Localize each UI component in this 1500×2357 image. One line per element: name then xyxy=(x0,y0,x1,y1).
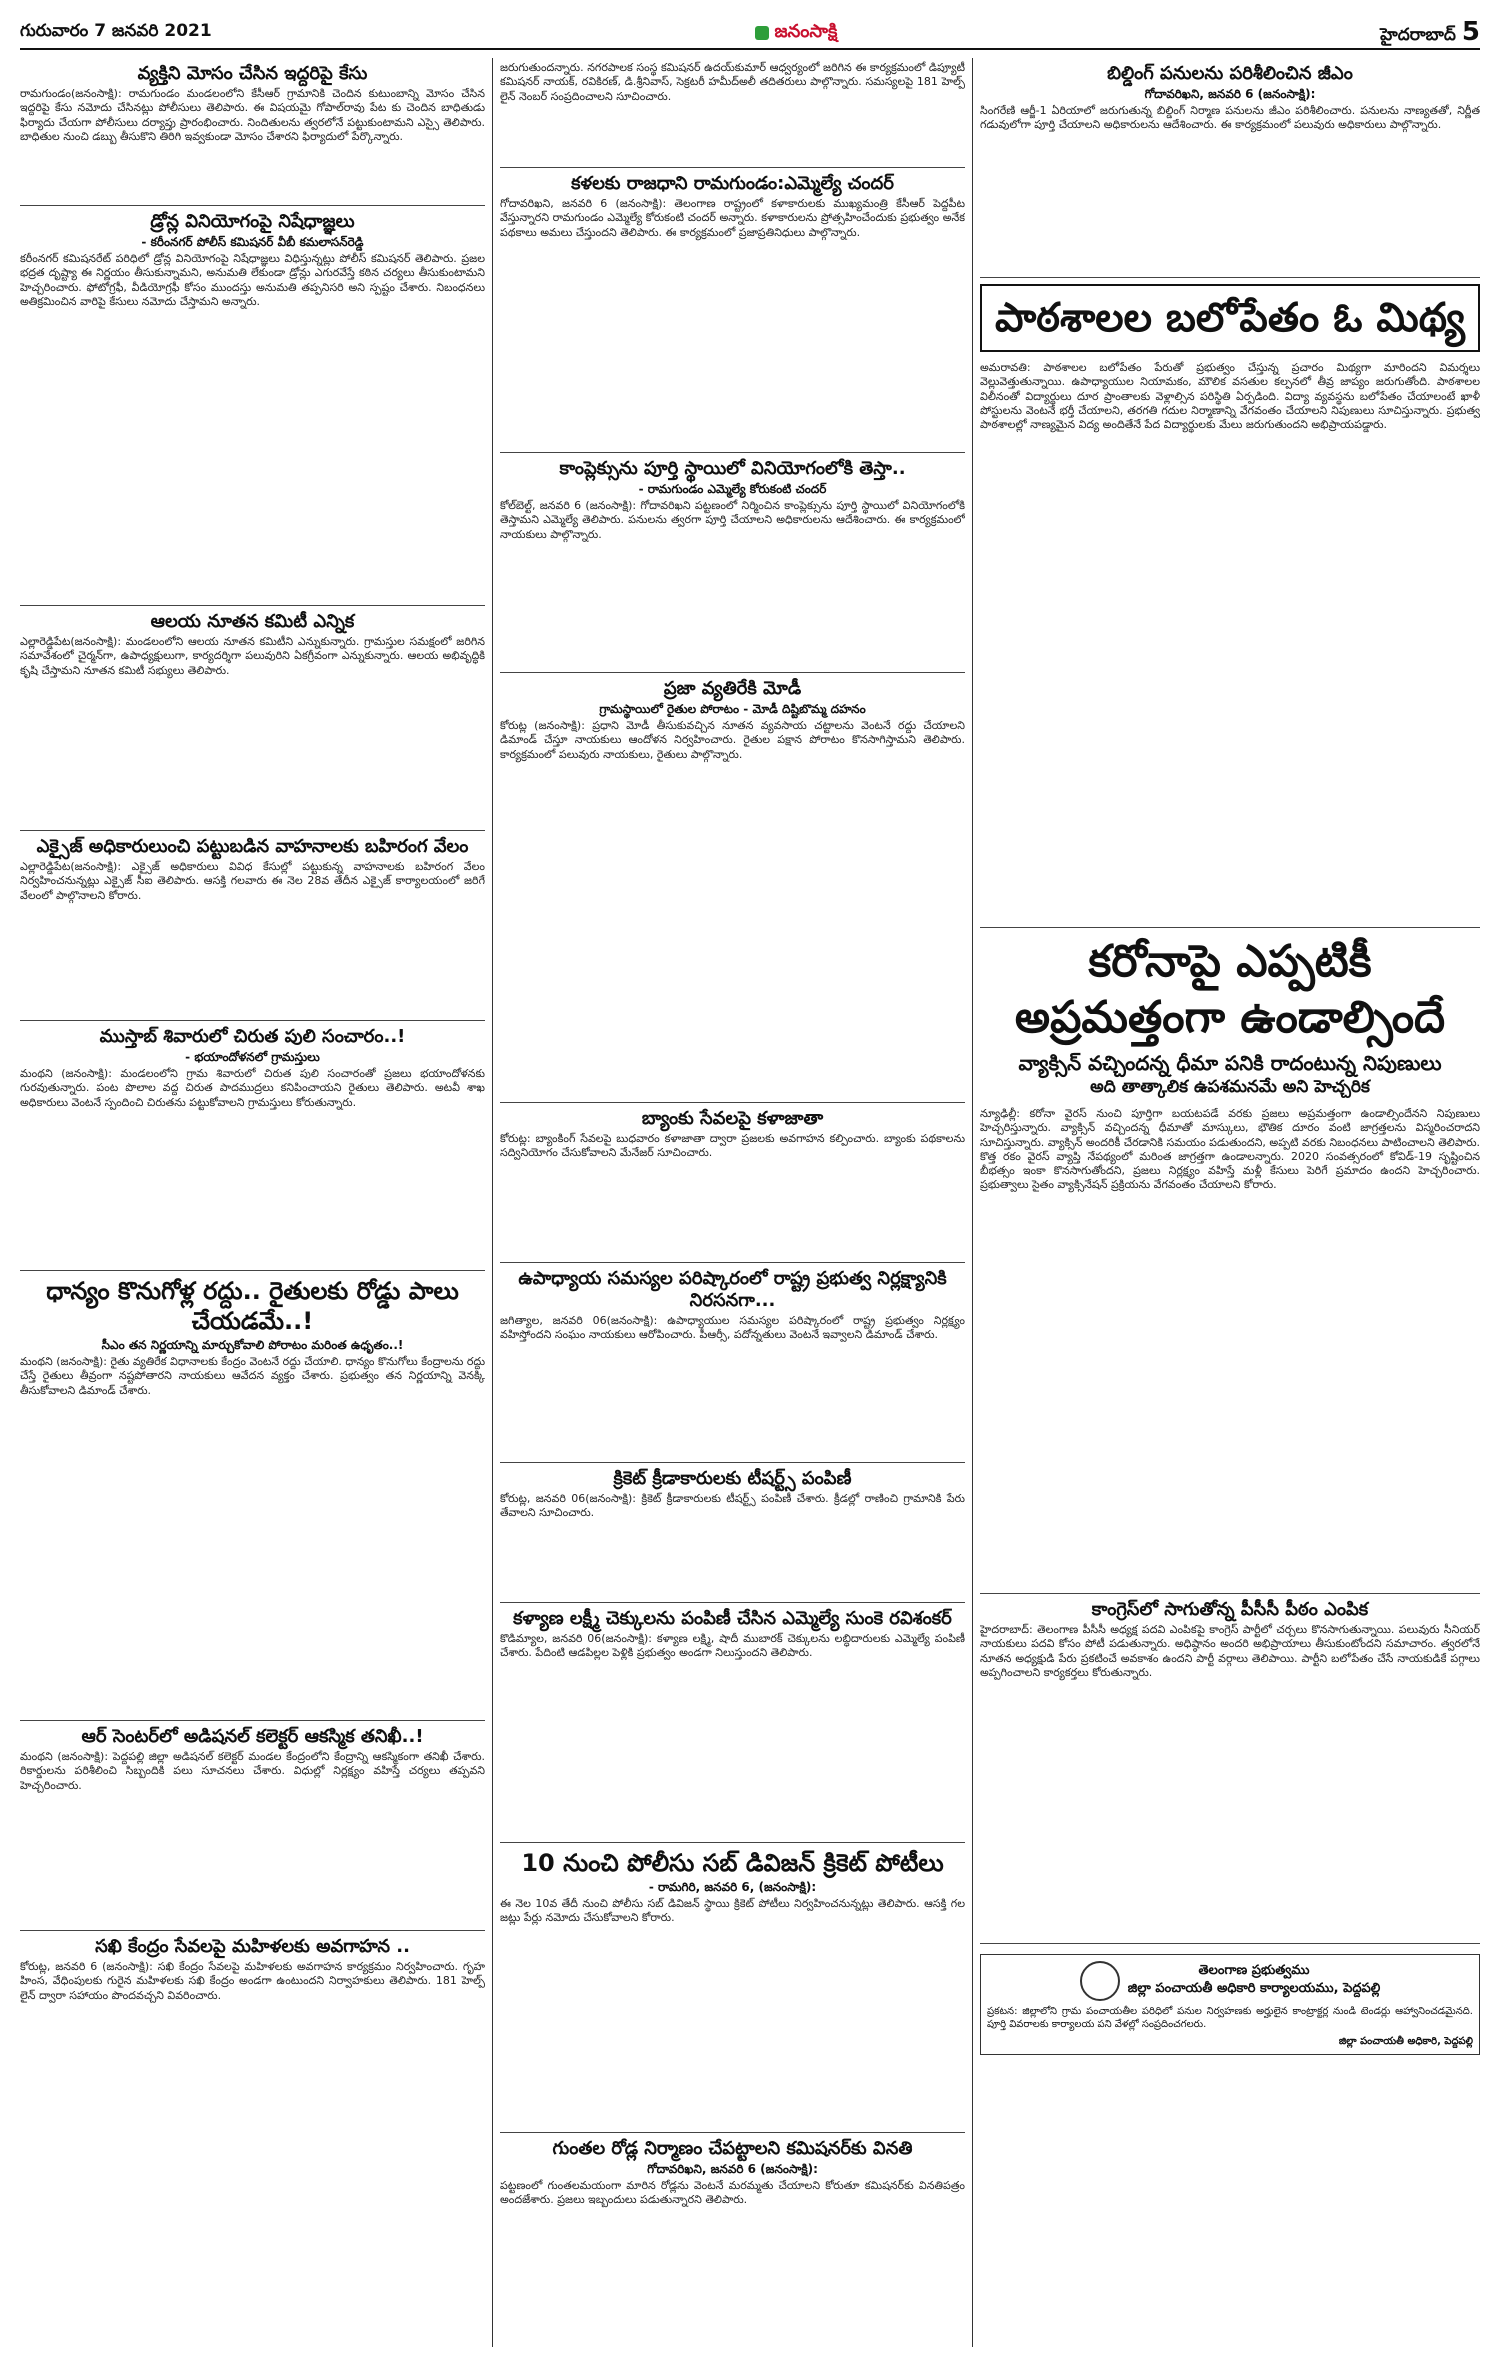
story-headline: వ్యక్తిని మోసం చేసిన ఇద్దరిపై కేసు xyxy=(137,63,368,84)
story-subheadline: సీఎం తన నిర్ణయాన్ని మార్చుకోవాలి పోరాటం మరింత ఉధృతం..! xyxy=(101,1338,404,1352)
news-story xyxy=(980,358,1480,928)
story-body: అమరావతి: పాఠశాలల బలోపేతం పేరుతో ప్రభుత్వం చేస్తున్న ప్రచారం మిథ్యగా మారిందని విమర్శలు వెల్లువెత్తుతున్నాయి. ఉపాధ్యాయుల నియామకం, మౌలిక వసతుల కల్పనలో తీవ్ర జాప్యం జరుగుతోంది. పాఠశాలల విలీనంతో విద్యార్థులు దూర ప్రాంతాలకు వెళ్లాల్సిన పరిస్థితి ఏర్పడింది. విద్యా వ్యవస్థను బలోపేతం చేయాలంటే ఖాళీ పోస్టులను వెంటనే భర్తీ చేయాలని, తరగతి గదుల నిర్మాణాన్ని వేగవంతం చేయాలని నిపుణులు సూచిస్తున్నారు. ప్రభుత్వ పాఠశాలల్లో నాణ్యమైన విద్య అందితేనే పేద విద్యార్థులకు మేలు జరుగుతుందని అభిప్రాయపడ్డారు. xyxy=(980,361,1480,432)
ad-title xyxy=(987,1961,1473,2001)
ad-org: తెలంగాణ ప్రభుత్వము xyxy=(1198,1963,1310,1978)
story-body: కొడిమ్యాల, జనవరి 06(జనంసాక్షి): కళ్యాణ లక్ష్మి, షాదీ ముబారక్ చెక్కులను లబ్ధిదారులకు ఎమ్మెల్యే పంపిణీ చేశారు. పేదింటి ఆడపిల్లల పెళ్లికి ప్రభుత్వం అండగా నిలుస్తుందని తెలిపారు. xyxy=(500,1632,965,1660)
news-story xyxy=(20,1931,485,2009)
story-body: రామగుండం(జనంసాక్షి): రామగుండం మండలంలోని కేసీఆర్ గ్రామానికి చెందిన కుటుంబాన్ని మోసం చేసిన ఇద్దరిపై కేసు నమోదు చేసినట్లు పోలీసులు తెలిపారు. ఈ విషయమై గోపాల్‌రావు పేట కు చెందిన బాధితుడు ఫిర్యాదు చేయగా పోలీసులు దర్యాప్తు ప్రారంభించారు. నిందితులను త్వరలోనే పట్టుకుంటామని ఎస్సై తెలిపారు. బాధితుల నుంచి డబ్బు తీసుకొని తిరిగి ఇవ్వకుండా మోసం చేశారని ఫిర్యాదులో పేర్కొన్నారు. xyxy=(20,87,485,143)
story-headline: క్రికెట్ క్రీడాకారులకు టీషర్ట్స్ పంపిణీ xyxy=(613,1468,852,1489)
story-body: కోరుట్ల, జనవరి 6 (జనంసాక్షి): సఖి కేంద్రం సేవలపై మహిళలకు అవగాహన కార్యక్రమం నిర్వహించారు. గృహ హింస, వేధింపులకు గురైన మహిళలకు సఖి కేంద్రం అండగా ఉంటుందని నిర్వాహకులు తెలిపారు. 181 హెల్ప్ లైన్ ద్వారా సహాయం పొందవచ్చని వివరించారు. xyxy=(20,1960,485,2002)
issue-date: గురువారం 7 జనవరి 2021 xyxy=(20,21,212,41)
story-headline: సఖి కేంద్రం సేవలపై మహిళలకు అవగాహన .. xyxy=(95,1936,410,1957)
news-story xyxy=(500,673,965,1103)
news-story xyxy=(980,58,1480,278)
story-body: కరీంనగర్ కమిషనరేట్ పరిధిలో డ్రోన్ల వినియోగంపై నిషేధాజ్ఞలు విధిస్తున్నట్లు పోలీస్ కమిషనర్ తెలిపారు. ప్రజల భద్రత దృష్ట్యా ఈ నిర్ణయం తీసుకున్నామని, అనుమతి లేకుండా డ్రోన్లు ఎగురవేస్తే కఠిన చర్యలు తీసుకుంటామని హెచ్చరించారు. ఫోటోగ్రఫీ, వీడియోగ్రఫీ కోసం ముందస్తు అనుమతి తప్పనిసరి అని స్పష్టం చేశారు. నిబంధనలు అతిక్రమించిన వారిపై కేసులు నమోదు చేస్తామని అన్నారు. xyxy=(20,252,485,308)
story-body: గోదావరిఖని, జనవరి 6 (జనంసాక్షి): తెలంగాణ రాష్ట్రంలో కళాకారులకు ముఖ్యమంత్రి కేసీఆర్ పెద్దపీట వేస్తున్నారని రామగుండం ఎమ్మెల్యే కోరుకంటి చందర్ అన్నారు. కళాకారులను ప్రోత్సహించేందుకు ప్రభుత్వం అనేక పథకాలు అమలు చేస్తుందని తెలిపారు. ఈ కార్యక్రమంలో ప్రజాప్రతినిధులు పాల్గొన్నారు. xyxy=(500,197,965,239)
news-story xyxy=(980,1104,1480,1594)
story-subheadline: - రామగిరి, జనవరి 6, (జనంసాక్షి): xyxy=(648,1880,817,1894)
story-headline: కాంగ్రెస్‌లో సాగుతోన్న పీసీసీ పీఠం ఎంపిక xyxy=(1091,1599,1369,1620)
story-body: కోరుట్ల: బ్యాంకింగ్ సేవలపై బుధవారం కళాజాతా ద్వారా ప్రజలకు అవగాహన కల్పించారు. బ్యాంకు పథకాలను సద్వినియోగం చేసుకోవాలని మేనేజర్ సూచించారు. xyxy=(500,1132,965,1160)
news-story xyxy=(500,1843,965,2133)
story-body: ఎల్లారెడ్డిపేట(జనంసాక్షి): ఎక్సైజ్ అధికారులు వివిధ కేసుల్లో పట్టుకున్న వాహనాలకు బహిరంగ వేలం నిర్వహించనున్నట్లు ఎక్సైజ్ సీఐ తెలిపారు. ఆసక్తి గలవారు ఈ నెల 28వ తేదీన ఎక్సైజ్ కార్యాలయంలో జరిగే వేలంలో పాల్గొనాలని కోరారు. xyxy=(20,860,485,902)
story-body: హైదరాబాద్: తెలంగాణ పీసీసీ అధ్యక్ష పదవి ఎంపికపై కాంగ్రెస్ పార్టీలో చర్చలు కొనసాగుతున్నాయి. పలువురు సీనియర్ నాయకులు పదవి కోసం పోటీ పడుతున్నారు. అధిష్ఠానం అందరి అభిప్రాయాలు తీసుకుంటోందని సమాచారం. త్వరలోనే నూతన అధ్యక్షుడి పేరు ప్రకటించే అవకాశం ఉందని పార్టీ వర్గాలు తెలిపాయి. పార్టీని బలోపేతం చేసే నాయకుడికే పగ్గాలు అప్పగించాలని కార్యకర్తలు కోరుతున్నారు. xyxy=(980,1623,1480,1679)
story-body: పట్టణంలో గుంతలమయంగా మారిన రోడ్లను వెంటనే మరమ్మతు చేయాలని కోరుతూ కమిషనర్‌కు వినతిపత్రం అందజేశారు. ప్రజలు ఇబ్బందులు పడుతున్నారని తెలిపారు. xyxy=(500,2179,965,2207)
news-story xyxy=(500,2133,965,2214)
story-subheadline: గ్రామస్థాయిలో రైతుల పోరాటం - మోడీ దిష్టిబొమ్మ దహనం xyxy=(599,702,866,716)
news-story xyxy=(20,831,485,1021)
story-headline: ఎక్సైజ్ అధికారులుంచి పట్టుబడిన వాహనాలకు బహిరంగ వేలం xyxy=(36,836,469,857)
news-story xyxy=(980,1594,1480,1944)
story-headline: ఆర్ సెంటర్‌లో అడిషనల్ కలెక్టర్ ఆకస్మిక తనిఖీ..! xyxy=(81,1726,424,1747)
story-headline: ధాన్యం కొనుగోళ్ల రద్దు.. రైతులకు రోడ్డు పాలు చేయడమే..! xyxy=(46,1277,459,1335)
lead-subheadline: వ్యాక్సిన్ వచ్చిందన్న ధీమా పనికి రాదంటున్న నిపుణులు xyxy=(1018,1051,1442,1075)
news-story xyxy=(20,606,485,831)
ad-body: ప్రకటన: జిల్లాలోని గ్రామ పంచాయతీల పరిధిలో పనుల నిర్వహణకు అర్హులైన కాంట్రాక్టర్ల నుండి టెండర్లు ఆహ్వానించడమైనది. పూర్తి వివరాలకు కార్యాలయ పని వేళల్లో సంప్రదించగలరు. xyxy=(987,2006,1473,2030)
masthead xyxy=(755,21,838,46)
story-subheadline: - భయాందోళనలో గ్రామస్తులు xyxy=(185,1050,320,1064)
news-story xyxy=(500,58,965,168)
story-body: కోరుట్ల (జనంసాక్షి): ప్రధాని మోడీ తీసుకువచ్చిన నూతన వ్యవసాయ చట్టాలను వెంటనే రద్దు చేయాలని డిమాండ్ చేస్తూ నాయకులు ఆందోళన నిర్వహించారు. రైతుల పక్షాన పోరాటం కొనసాగిస్తామని తెలిపారు. కార్యక్రమంలో పలువురు నాయకులు, రైతులు పాల్గొన్నారు. xyxy=(500,719,965,761)
story-subheadline: గోదావరిఖని, జనవరి 6 (జనంసాక్షి): xyxy=(1144,87,1316,101)
story-body: కోల్‌బెల్ట్, జనవరి 6 (జనంసాక్షి): గోదావరిఖని పట్టణంలో నిర్మించిన కాంప్లెక్సును పూర్తి స్థాయిలో వినియోగంలోకి తెస్తామని ఎమ్మెల్యే తెలిపారు. పనులను త్వరగా పూర్తి చేయాలని అధికారులను ఆదేశించారు. ఈ కార్యక్రమంలో నాయకులు పాల్గొన్నారు. xyxy=(500,499,965,541)
lead-headline xyxy=(980,934,1480,1098)
news-story xyxy=(20,1721,485,1931)
lead-headline-line-2: అప్రమత్తంగా ఉండాల్సిందే xyxy=(1014,992,1446,1043)
page-info xyxy=(1380,17,1480,49)
story-subheadline: గోదావరిఖని, జనవరి 6 (జనంసాక్షి): xyxy=(647,2162,818,2176)
story-body: సింగరేణి ఆర్జీ-1 ఏరియాలో జరుగుతున్న బిల్డింగ్ నిర్మాణ పనులను జీఎం పరిశీలించారు. పనులను నాణ్యతతో, నిర్ణీత గడువులోగా పూర్తి చేయాలని అధికారులను ఆదేశించారు. ఈ కార్యక్రమంలో పలువురు అధికారులు పాల్గొన్నారు. xyxy=(980,104,1480,132)
city-name: హైదరాబాద్ xyxy=(1380,25,1456,45)
story-body: న్యూఢిల్లీ: కరోనా వైరస్ నుంచి పూర్తిగా బయటపడే వరకు ప్రజలు అప్రమత్తంగా ఉండాల్సిందేనని నిపుణులు హెచ్చరిస్తున్నారు. వ్యాక్సిన్ వచ్చిందన్న ధీమాతో మాస్కులు, భౌతిక దూరం వంటి జాగ్రత్తలను విస్మరించరాదని సూచిస్తున్నారు. వ్యాక్సిన్ అందరికీ చేరడానికి సమయం పడుతుందని, అప్పటి వరకు నిబంధనలు పాటించాలని తెలిపారు. కొత్త రకం వైరస్ వ్యాప్తి నేపథ్యంలో మరింత జాగ్రత్తగా ఉండాలన్నారు. 2020 సంవత్సరంలో కోవిడ్-19 సృష్టించిన బీభత్సం ఇంకా కొనసాగుతోందని, ప్రజలు నిర్లక్ష్యం వహిస్తే మళ్లీ కేసులు పెరిగే ప్రమాదం ఉందని హెచ్చరించారు. ప్రభుత్వాలు సైతం వ్యాక్సినేషన్ ప్రక్రియను వేగవంతం చేయాలని కోరారు. xyxy=(980,1107,1480,1192)
news-story xyxy=(500,453,965,673)
column-divider xyxy=(492,58,493,2347)
news-story xyxy=(20,1021,485,1271)
column-divider xyxy=(972,58,973,2347)
news-story xyxy=(20,1271,485,1721)
story-body: మంథని (జనంసాక్షి): రైతు వ్యతిరేక విధానాలకు కేంద్రం వెంటనే రద్దు చేయాలి. ధాన్యం కొనుగోలు కేంద్రాలను రద్దు చేస్తే రైతులు తీవ్రంగా నష్టపోతారని నాయకులు ఆవేదన వ్యక్తం చేశారు. ప్రభుత్వం తన నిర్ణయాన్ని వెనక్కి తీసుకోవాలని డిమాండ్ చేశారు. xyxy=(20,1355,485,1397)
story-headline: ముస్తాబ్ శివారులో చిరుత పులి సంచారం..! xyxy=(99,1026,406,1047)
news-story xyxy=(20,206,485,606)
story-headline: ప్రజా వ్యతిరేకి మోడీ xyxy=(663,678,802,699)
state-emblem-icon xyxy=(1080,1961,1120,2001)
lead-subheadline-2: అది తాత్కాలిక ఉపశమనమే అని హెచ్చరిక xyxy=(1090,1077,1370,1097)
story-headline: కళ్యాణ లక్ష్మీ చెక్కులను పంపిణీ చేసిన ఎమ్మెల్యే సుంకె రవిశంకర్ xyxy=(513,1608,952,1629)
news-story xyxy=(500,1463,965,1603)
story-body: ఎల్లారెడ్డిపేట(జనంసాక్షి): మండలంలోని ఆలయ నూతన కమిటీని ఎన్నుకున్నారు. గ్రామస్తుల సమక్షంలో జరిగిన సమావేశంలో చైర్మన్‌గా, ఉపాధ్యక్షులుగా, కార్యదర్శిగా పలువురిని ఏకగ్రీవంగా ఎన్నుకున్నారు. ఆలయ అభివృద్ధికి కృషి చేస్తామని నూతన కమిటీ సభ్యులు తెలిపారు. xyxy=(20,635,485,677)
page-header xyxy=(20,18,1480,50)
story-headline: డ్రోన్ల వినియోగంపై నిషేధాజ్ఞలు xyxy=(150,211,355,232)
feature-headline: పాఠశాలల బలోపేతం ఓ మిథ్య xyxy=(995,295,1465,341)
story-body: కోరుట్ల, జనవరి 06(జనంసాక్షి): క్రికెట్ క్రీడాకారులకు టీషర్ట్స్ పంపిణీ చేశారు. క్రీడల్లో రాణించి గ్రామానికి పేరు తేవాలని సూచించారు. xyxy=(500,1492,965,1520)
masthead-logo-icon xyxy=(755,26,769,40)
masthead-title: జనంసాక్షి xyxy=(774,20,838,42)
feature-headline-box xyxy=(980,284,1480,352)
news-story xyxy=(20,58,485,206)
story-body: ఈ నెల 10వ తేదీ నుంచి పోలీసు సబ్ డివిజన్ స్థాయి క్రికెట్ పోటీలు నిర్వహించనున్నట్లు తెలిపారు. ఆసక్తి గల జట్లు పేర్లు నమోదు చేసుకోవాలని కోరారు. xyxy=(500,1897,965,1925)
news-story xyxy=(500,1603,965,1843)
story-headline: బ్యాంకు సేవలపై కళాజాతా xyxy=(641,1108,824,1129)
column-3 xyxy=(980,58,1480,2347)
column-1 xyxy=(20,58,485,2347)
ad-signature: జిల్లా పంచాయతీ అధికారి, పెద్దపల్లి xyxy=(1338,2036,1473,2047)
story-headline: గుంతల రోడ్ల నిర్మాణం చేపట్టాలని కమిషనర్‌కు వినతి xyxy=(552,2138,913,2159)
story-headline: కళలకు రాజధాని రామగుండం:ఎమ్మెల్యే చందర్ xyxy=(571,173,894,194)
story-body: జరుగుతుందన్నారు. నగరపాలక సంస్థ కమిషనర్ ఉదయ్‌కుమార్ ఆధ్వర్యంలో జరిగిన ఈ కార్యక్రమంలో డిప్యూటీ కమిషనర్ నాయక్, రవికిరణ్, డి.శ్రీనివాస్, సెక్రటరీ హమీద్‌అలీ తదితరులు పాల్గొన్నారు. సమస్యలపై 181 హెల్ప్ లైన్ నెంబర్ సంప్రదించాలని సూచించారు. xyxy=(500,61,965,103)
story-body: మంథని (జనంసాక్షి): పెద్దపల్లి జిల్లా అడిషనల్ కలెక్టర్ మండల కేంద్రంలోని కేంద్రాన్ని ఆకస్మికంగా తనిఖీ చేశారు. రికార్డులను పరిశీలించి సిబ్బందికి పలు సూచనలు చేశారు. విధుల్లో నిర్లక్ష్యం వహిస్తే చర్యలు తప్పవని హెచ్చరించారు. xyxy=(20,1750,485,1792)
news-story xyxy=(500,1103,965,1263)
story-headline: కాంప్లెక్సును పూర్తి స్థాయిలో వినియోగంలోకి తెస్తా.. xyxy=(559,458,906,479)
story-body: మంథని (జనంసాక్షి): మండలంలోని గ్రామ శివారులో చిరుత పులి సంచారంతో ప్రజలు భయాందోళనకు గురవుతున్నారు. పంట పొలాల వద్ద చిరుత పాదముద్రలు కనిపించాయని రైతులు తెలిపారు. అటవీ శాఖ అధికారులు వెంటనే స్పందించి చిరుతను పట్టుకోవాలని గ్రామస్తులు కోరుతున్నారు. xyxy=(20,1067,485,1109)
news-story xyxy=(500,1263,965,1463)
page-number: 5 xyxy=(1461,17,1480,47)
government-notice-ad xyxy=(980,1954,1480,2055)
story-headline: ఆలయ నూతన కమిటీ ఎన్నిక xyxy=(150,611,355,632)
story-headline: 10 నుంచి పోలీసు సబ్ డివిజన్ క్రికెట్ పోటీలు xyxy=(521,1849,944,1877)
story-headline: ఉపాధ్యాయ సమస్యల పరిష్కారంలో రాష్ట్ర ప్రభుత్వ నిర్లక్ష్యానికి నిరసనగా... xyxy=(518,1268,947,1311)
column-2 xyxy=(500,58,965,2347)
story-headline: బిల్డింగ్ పనులను పరిశీలించిన జీఎం xyxy=(1107,63,1353,84)
story-subheadline: - కరీంనగర్ పోలీస్ కమిషనర్ వీబీ కమలాసన్‌రెడ్డి xyxy=(141,235,364,249)
news-story xyxy=(500,168,965,453)
story-subheadline: - రామగుండం ఎమ్మెల్యే కోరుకంటి చందర్ xyxy=(638,482,827,496)
story-body: జగిత్యాల, జనవరి 06(జనంసాక్షి): ఉపాధ్యాయుల సమస్యల పరిష్కారంలో రాష్ట్ర ప్రభుత్వం నిర్లక్ష్యం వహిస్తోందని సంఘం నాయకులు ఆరోపించారు. పీఆర్సీ, పదోన్నతులు వెంటనే ఇవ్వాలని డిమాండ్ చేశారు. xyxy=(500,1314,965,1342)
ad-dept: జిల్లా పంచాయతీ అధికారి కార్యాలయము, పెద్దపల్లి xyxy=(1127,1981,1381,1996)
lead-headline-line-1: కరోనాపై ఎప్పటికీ xyxy=(1088,936,1372,987)
